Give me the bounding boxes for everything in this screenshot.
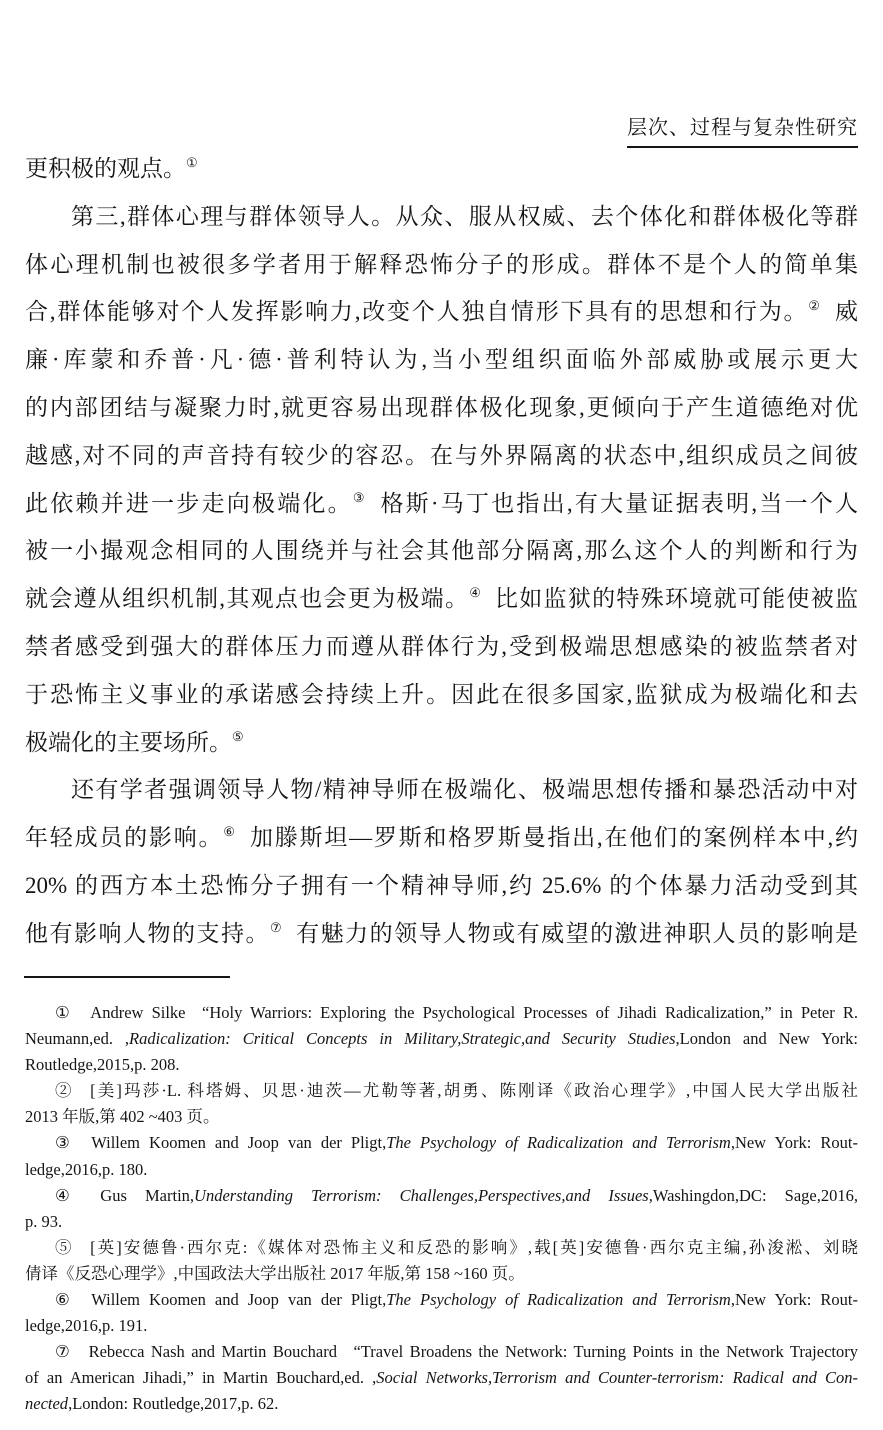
footnote-line — [25, 1130, 858, 1156]
body-line — [25, 480, 858, 528]
footnote-ref-superscript: ⑦ — [269, 919, 284, 935]
text-run: ⑥ Willem Koomen and Joop van der Pligt, — [55, 1290, 387, 1310]
text-run: ,London: Routledge,2017,p. 62. — [68, 1394, 279, 1414]
body-line — [25, 575, 858, 623]
text-run: 禁者感受到强大的群体压力而遵从群体行为,受到极端思想感染的被监禁者对 — [25, 633, 858, 659]
text-run: 于恐怖主义事业的承诺感会持续上升。因此在很多国家,监狱成为极端化和去 — [25, 681, 858, 707]
text-run: 此依赖并进一步走向极端化。 — [25, 490, 353, 516]
text-run: 他有影响人物的支持。 — [25, 920, 270, 946]
footnote-line — [25, 1339, 858, 1365]
body-line — [25, 910, 858, 958]
text-run: 年轻成员的影响。 — [25, 825, 224, 851]
text-run: ledge,2016,p. 191. — [25, 1316, 148, 1336]
text-run: 廉·库蒙和乔普·凡·德·普利特认为,当小型组织面临外部威胁或展示更大 — [25, 347, 858, 373]
footnote-line — [25, 1261, 858, 1287]
footnote-line — [25, 1052, 858, 1078]
footnote-line — [25, 1157, 858, 1183]
footnote-line — [25, 1391, 858, 1417]
footnote-ref-superscript: ① — [186, 155, 198, 170]
text-run: 合,群体能够对个人发挥影响力,改变个人独自情形下具有的思想和行为。 — [25, 299, 809, 325]
text-run: ① Andrew Silke “Holy Warriors: Exploring the Psychological Processes of Jihadi Radicalization,” in Peter R. — [55, 1003, 858, 1022]
book-title-italic: Radicalization: Critical Concepts in Military,Strategic,and Security Studies — [129, 1029, 676, 1049]
footnote-ref-superscript: ② — [808, 298, 822, 314]
footnote-ref-superscript: ③ — [352, 489, 367, 505]
body-line — [25, 432, 858, 480]
footnote-line — [25, 1209, 858, 1235]
body-line — [25, 719, 858, 767]
body-text-block — [25, 145, 858, 958]
text-run: ③ Willem Koomen and Joop van der Pligt, — [55, 1133, 387, 1153]
text-run: Routledge,2015,p. 208. — [25, 1055, 180, 1075]
body-line — [25, 814, 858, 862]
text-run: 2013 年版,第 402 ~403 页。 — [25, 1107, 220, 1127]
footnote-line — [25, 1078, 858, 1104]
footnote-ref-superscript: ⑥ — [223, 824, 237, 840]
footnote-ref-superscript: ⑤ — [232, 728, 244, 744]
text-run: 体心理机制也被很多学者用于解释恐怖分子的形成。群体不是个人的简单集 — [25, 251, 858, 277]
text-run: ② [美]玛莎·L. 科塔姆、贝思·迪茨—尤勒等著,胡勇、陈刚译《政治心理学》,中国人民大学出版社 — [55, 1081, 858, 1101]
footnote-line — [25, 1365, 858, 1391]
footnote-line — [25, 1000, 858, 1026]
text-run: 加滕斯坦—罗斯和格罗斯曼指出,在他们的案例样本中,约 — [236, 825, 858, 851]
text-run: 更积极的观点。 — [25, 156, 186, 181]
book-title-italic: Understanding Terrorism: Challenges,Perspectives,and Issues — [194, 1185, 649, 1205]
book-title-italic: The Psychology of Radicalization and Terrorism — [386, 1133, 731, 1153]
footnote-line — [25, 1104, 858, 1130]
footnotes-block — [25, 1000, 858, 1418]
body-line — [25, 288, 858, 336]
body-line — [25, 862, 858, 910]
text-run: 被一小撮观念相同的人围绕并与社会其他部分隔离,那么这个人的判断和行为 — [25, 538, 858, 564]
text-run: 威 — [821, 299, 858, 325]
text-run: ,New York: Rout- — [730, 1133, 858, 1153]
footnote-line — [25, 1183, 858, 1209]
text-run: 极端化的主要场所。 — [25, 729, 232, 755]
book-title-italic: nected — [25, 1394, 69, 1414]
text-run: 有魅力的领导人物或有威望的激进神职人员的影响是 — [283, 920, 858, 946]
body-line — [25, 336, 858, 384]
body-line — [25, 671, 858, 719]
book-title-italic: Social Networks,Terrorism and Counter-terrorism: Radical and Con- — [376, 1368, 858, 1388]
footnote-line — [25, 1235, 858, 1261]
text-run: 的内部团结与凝聚力时,就更容易出现群体极化现象,更倾向于产生道德绝对优 — [25, 394, 858, 420]
text-run: ④ Gus Martin, — [55, 1185, 195, 1205]
book-title-italic: The Psychology of Radicalization and Terrorism — [386, 1290, 731, 1310]
text-run: p. 93. — [25, 1211, 63, 1231]
running-header: 层次、过程与复杂性研究 — [627, 111, 858, 148]
footnote-ref-superscript: ④ — [469, 585, 483, 601]
footnote-divider-rule — [24, 976, 230, 978]
text-run: of an American Jihadi,” in Martin Bouchard,ed. , — [25, 1368, 377, 1388]
text-run: 倩译《反恐心理学》,中国政法大学出版社 2017 年版,第 158 ~160 页。 — [25, 1263, 525, 1283]
body-line — [25, 527, 858, 575]
text-run: 第三,群体心理与群体领导人。从众、服从权威、去个体化和群体极化等群 — [71, 203, 858, 229]
text-run: 比如监狱的特殊环境就可能使被监 — [482, 586, 858, 612]
text-run: 格斯·马丁也指出,有大量证据表明,当一个人 — [366, 490, 858, 516]
text-run: ,New York: Rout- — [730, 1290, 858, 1310]
body-line — [25, 241, 858, 289]
text-run: ⑤ [英]安德鲁·西尔克:《媒体对恐怖主义和反恐的影响》,载[英]安德鲁·西尔克主编,孙浚淞、刘晓 — [55, 1237, 858, 1257]
body-line — [25, 766, 858, 814]
body-line — [25, 623, 858, 671]
body-line — [25, 384, 858, 432]
text-run: 20% 的西方本土恐怖分子拥有一个精神导师,约 25.6% 的个体暴力活动受到其 — [25, 872, 858, 898]
text-run: ⑦ Rebecca Nash and Martin Bouchard “Travel Broadens the Network: Turning Points in the Network Trajectory — [55, 1342, 858, 1362]
footnote-line — [25, 1026, 858, 1052]
text-run: 还有学者强调领导人物/精神导师在极端化、极端思想传播和暴恐活动中对 — [71, 777, 858, 803]
text-run: 就会遵从组织机制,其观点也会更为极端。 — [25, 586, 470, 612]
text-run: ledge,2016,p. 180. — [25, 1159, 148, 1179]
text-run: Neumann,ed. , — [25, 1029, 130, 1049]
text-run: ,Washingdon,DC: Sage,2016, — [648, 1185, 858, 1205]
footnote-line — [25, 1287, 858, 1313]
body-line — [25, 145, 858, 193]
body-line — [25, 193, 858, 241]
text-run: ,London and New York: — [675, 1029, 858, 1049]
footnote-line — [25, 1313, 858, 1339]
text-run: 越感,对不同的声音持有较少的容忍。在与外界隔离的状态中,组织成员之间彼 — [25, 442, 858, 468]
